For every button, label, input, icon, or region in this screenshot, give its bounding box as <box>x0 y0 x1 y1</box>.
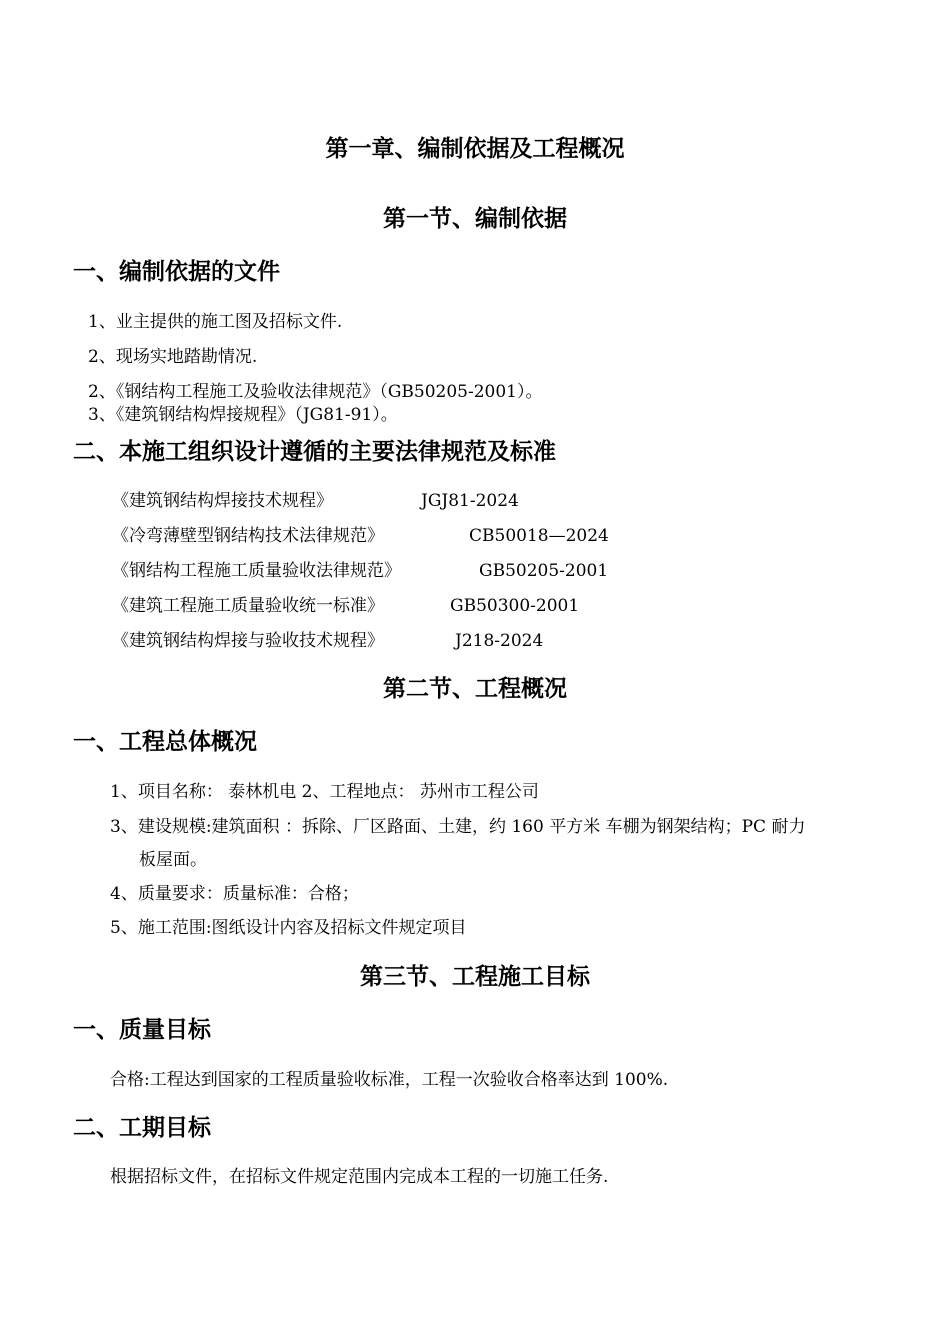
standard-name: 《冷弯薄壁型钢结构技术法律规范》 <box>112 526 384 546</box>
standard-name: 《钢结构工程施工质量验收法律规范》 <box>112 561 401 581</box>
list-item: 1、业主提供的施工图及招标文件. <box>88 312 343 332</box>
section-title-overview: 第二节、工程概况 <box>383 676 567 702</box>
section-title-basis: 第一节、编制依据 <box>383 206 567 232</box>
paragraph-quality-goal: 合格:工程达到国家的工程质量验收标准，工程一次验收合格率达到 100%. <box>110 1070 669 1090</box>
list-item: 5、施工范围:图纸设计内容及招标文件规定项目 <box>110 918 467 938</box>
standard-name: 《建筑工程施工质量验收统一标准》 <box>112 596 384 616</box>
heading-standards: 二、本施工组织设计遵循的主要法律规范及标准 <box>73 439 556 465</box>
heading-schedule-goal: 二、工期目标 <box>73 1115 211 1141</box>
standard-name: 《建筑钢结构焊接技术规程》 <box>112 491 333 511</box>
list-item: 1、项目名称： 泰林机电 2、工程地点： 苏州市工程公司 <box>110 782 539 802</box>
heading-basis-documents: 一、编制依据的文件 <box>73 259 280 285</box>
standard-code: J218-2024 <box>455 631 544 651</box>
standard-code: GB50205-2001 <box>479 561 609 581</box>
chapter-title: 第一章、编制依据及工程概况 <box>325 136 625 162</box>
heading-quality-goal: 一、质量目标 <box>73 1017 211 1043</box>
list-item: 2、《钢结构工程施工及验收法律规范》（GB50205-2001）。 <box>88 382 543 402</box>
standard-name: 《建筑钢结构焊接与验收技术规程》 <box>112 631 384 651</box>
heading-general-overview: 一、工程总体概况 <box>73 729 257 755</box>
list-item: 板屋面。 <box>139 850 207 870</box>
list-item: 4、质量要求：质量标准：合格； <box>110 884 359 904</box>
standard-code: CB50018—2024 <box>469 526 609 546</box>
list-item: 2、现场实地踏勘情况. <box>88 347 258 367</box>
paragraph-schedule-goal: 根据招标文件，在招标文件规定范围内完成本工程的一切施工任务. <box>110 1167 609 1187</box>
section-title-goals: 第三节、工程施工目标 <box>360 964 590 990</box>
standard-code: GB50300-2001 <box>450 596 580 616</box>
list-item: 3、《建筑钢结构焊接规程》（JG81-91）。 <box>88 405 398 425</box>
list-item: 3、建设规模:建筑面积 ：拆除、厂区路面、土建，约 160 平方米 车棚为钢架结构；PC 耐力 <box>110 817 806 837</box>
standard-code: JGJ81-2024 <box>421 491 519 511</box>
